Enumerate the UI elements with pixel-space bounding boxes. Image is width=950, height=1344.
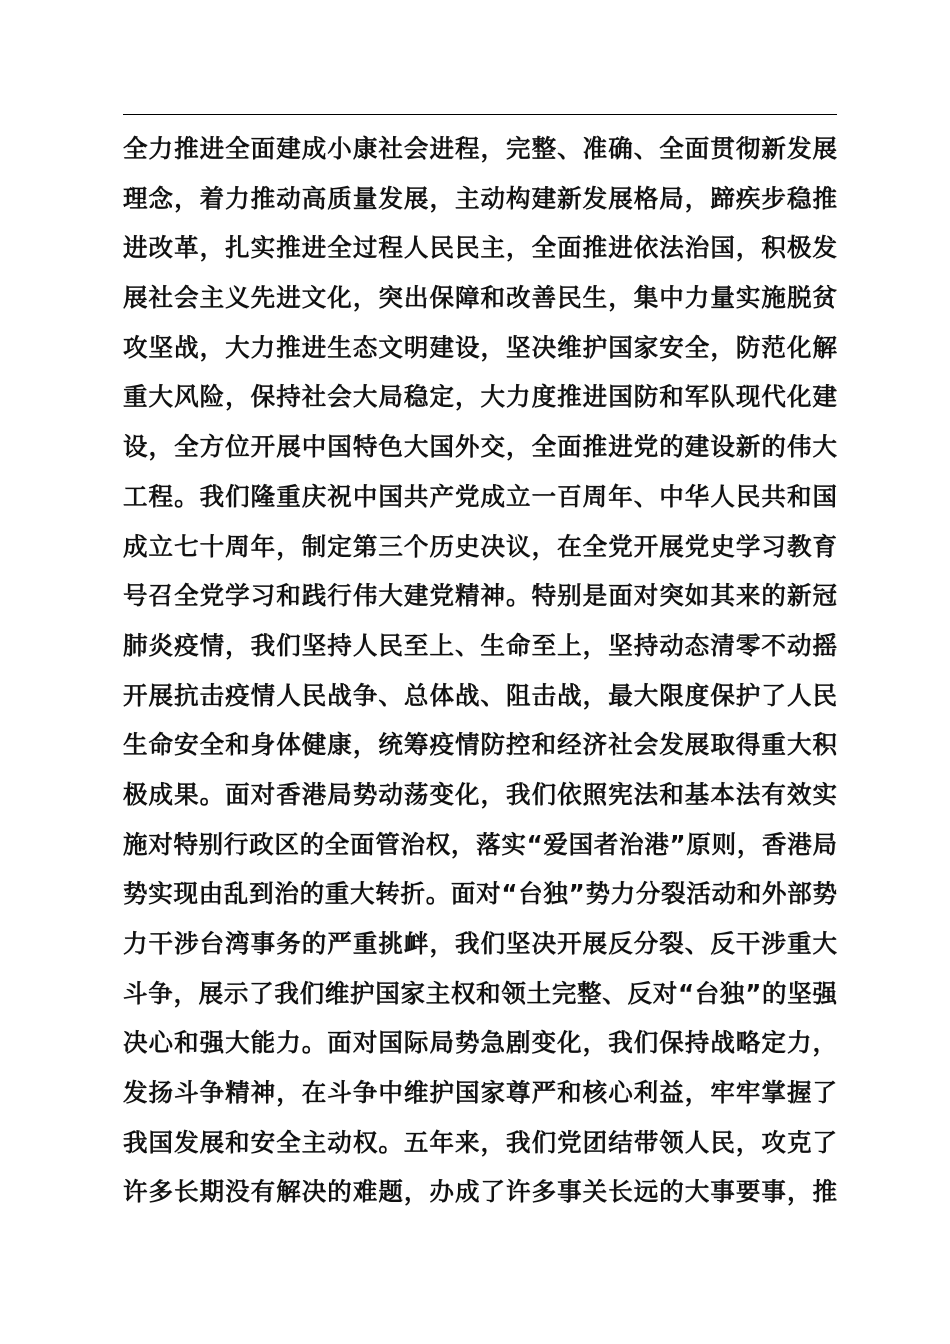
text-line: 全力推进全面建成小康社会进程，完整、准确、全面贯彻新发展 <box>123 134 837 163</box>
text-line: 极成果。面对香港局势动荡变化，我们依照宪法和基本法有效实 <box>123 779 837 809</box>
text-line: 成立七十周年，制定第三个历史决议，在全党开展党史学习教育 <box>123 531 837 561</box>
text-line: 发扬斗争精神，在斗争中维护国家尊严和核心利益，牢牢掌握了 <box>123 1078 837 1108</box>
text-line: 重大风险，保持社会大局稳定，大力度推进国防和军队现代化建 <box>123 382 837 412</box>
text-line: 生命安全和身体健康，统筹疫情防控和经济社会发展取得重大积 <box>123 730 837 760</box>
text-line: 肺炎疫情，我们坚持人民至上、生命至上，坚持动态清零不动摇 <box>123 630 837 660</box>
text-line: 设，全方位开展中国特色大国外交，全面推进党的建设新的伟大 <box>123 432 837 462</box>
text-line: 我国发展和安全主动权。五年来，我们党团结带领人民，攻克了 <box>123 1127 837 1157</box>
text-line: 号召全党学习和践行伟大建党精神。特别是面对突如其来的新冠 <box>123 581 837 611</box>
text-line: 斗争，展示了我们维护国家主权和领土完整、反对“台独”的坚强 <box>123 978 837 1008</box>
text-line: 展社会主义先进文化，突出保障和改善民生，集中力量实施脱贫 <box>123 283 837 313</box>
body-text <box>123 124 837 1217</box>
text-line: 开展抗击疫情人民战争、总体战、阻击战，最大限度保护了人民 <box>123 680 837 710</box>
text-line: 决心和强大能力。面对国际局势急剧变化，我们保持战略定力， <box>123 1028 837 1058</box>
text-line: 工程。我们隆重庆祝中国共产党成立一百周年、中华人民共和国 <box>123 481 837 511</box>
text-line: 进改革，扎实推进全过程人民民主，全面推进依法治国，积极发 <box>123 233 837 263</box>
header-rule <box>123 114 837 115</box>
text-line: 力干涉台湾事务的严重挑衅，我们坚决开展反分裂、反干涉重大 <box>123 929 837 958</box>
text-line: 势实现由乱到治的重大转折。面对“台独”势力分裂活动和外部势 <box>123 879 837 909</box>
text-line: 许多长期没有解决的难题，办成了许多事关长远的大事要事，推 <box>123 1177 837 1207</box>
text-line: 施对特别行政区的全面管治权，落实“爱国者治港”原则，香港局 <box>123 829 837 859</box>
text-line: 理念，着力推动高质量发展，主动构建新发展格局，蹄疾步稳推 <box>123 183 837 213</box>
text-line: 攻坚战，大力推进生态文明建设，坚决维护国家安全，防范化解 <box>123 332 837 362</box>
